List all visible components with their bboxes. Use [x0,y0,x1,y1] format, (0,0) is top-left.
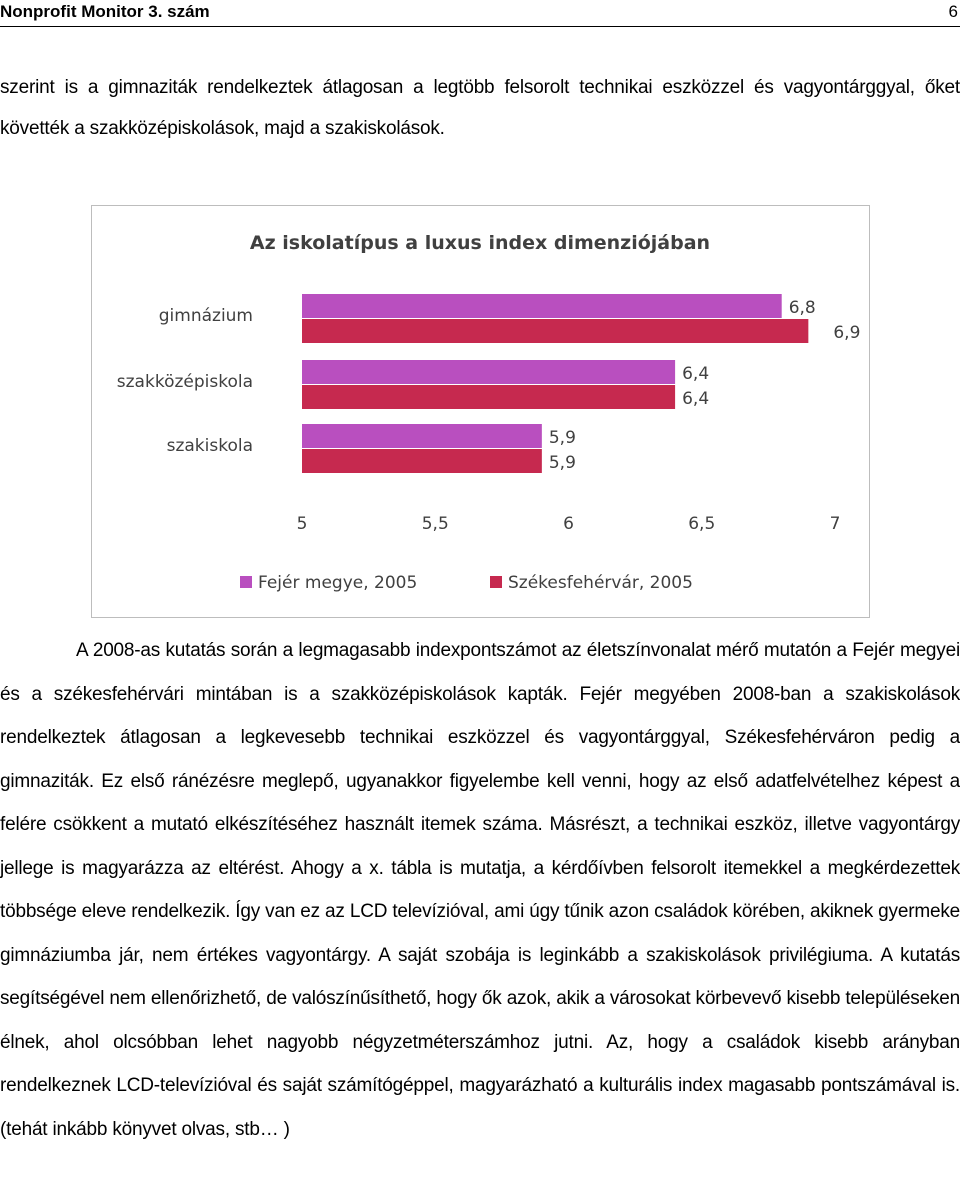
page-number: 6 [948,2,958,21]
bar [302,360,675,384]
x-tick-label: 6,5 [688,514,716,534]
bar [302,319,808,343]
bar [302,424,542,448]
legend-label: Fejér megye, 2005 [258,573,418,593]
chart-figure [91,205,870,618]
legend-swatch [240,576,252,588]
legend-label: Székesfehérvár, 2005 [508,573,693,593]
bar [302,449,542,473]
data-label: 6,4 [682,389,710,409]
data-label: 6,9 [833,323,861,343]
x-tick-label: 5 [296,514,308,534]
chart-title: Az iskolatípus a luxus index dimenziójában [249,232,711,254]
data-label: 6,4 [682,364,710,384]
paragraph-main: A 2008-as kutatás során a legmagasabb indexpontszámot az életszínvonalat mérő mutatón a Fejér megyei és a székesfehérvári mintában is a szakközépiskolások kapták. Fejér megyében 2008-ban a szakiskolások rendelkeztek átlagosan a legkevesebb technikai eszközzel és vagyontárggyal, Székesfehérváron pedig a gimnaziták. Ez első ránézésre meglepő, ugyanakkor figyelembe kell venni, hogy az első adatfelvételhez képest a felére csökkent a mutató elkészítéséhez használt itemek száma. Másrészt, a technikai eszköz, illetve vagyontárgy jellege is magyarázza az eltérést. Ahogy a x. tábla is mutatja, a kérdőívben felsorolt itemekkel a megkérdezettek többsége eleve rendelkezik. Így van ez az LCD televízióval, ami úgy tűnik azon családok körében, akiknek gyermeke gimnáziumba jár, nem értékes vagyontárgy. A saját szobája is leginkább a szakiskolások privilégiuma. A kutatás segítségével nem ellenőrizhető, de valószínűsíthető, hogy ők azok, akik a városokat körbevevő kisebb településeken élnek, ahol olcsóbban lehet nagyobb négyzetméterszámhoz jutni. Az, hogy a családok kisebb arányban rendelkeznek LCD-televízióval és saját számítógéppel, magyarázható a kulturális index magasabb pontszámával is. (tehát inkább könyvet olvas, stb… ) [0,640,960,1140]
page-header [0,0,960,27]
bar-chart [92,206,869,617]
x-tick-label: 6 [563,514,574,534]
data-label: 6,8 [788,298,816,318]
header-title: Nonprofit Monitor 3. szám [0,2,210,21]
data-label: 5,9 [548,453,576,473]
data-label: 5,9 [548,428,576,448]
category-label: gimnázium [158,306,253,326]
category-label: szakiskola [166,436,253,456]
legend-swatch [490,576,502,588]
bar [302,294,782,318]
x-tick-label: 5,5 [421,514,449,534]
bar [302,385,675,409]
x-tick-label: 7 [829,514,841,534]
paragraph-intro: szerint is a gimnaziták rendelkeztek átlagosan a legtöbb felsorolt technikai eszközzel és vagyontárggyal, őket követték a szakközépiskolások, majd a szakiskolások. [0,77,960,139]
category-label: szakközépiskola [116,372,253,392]
